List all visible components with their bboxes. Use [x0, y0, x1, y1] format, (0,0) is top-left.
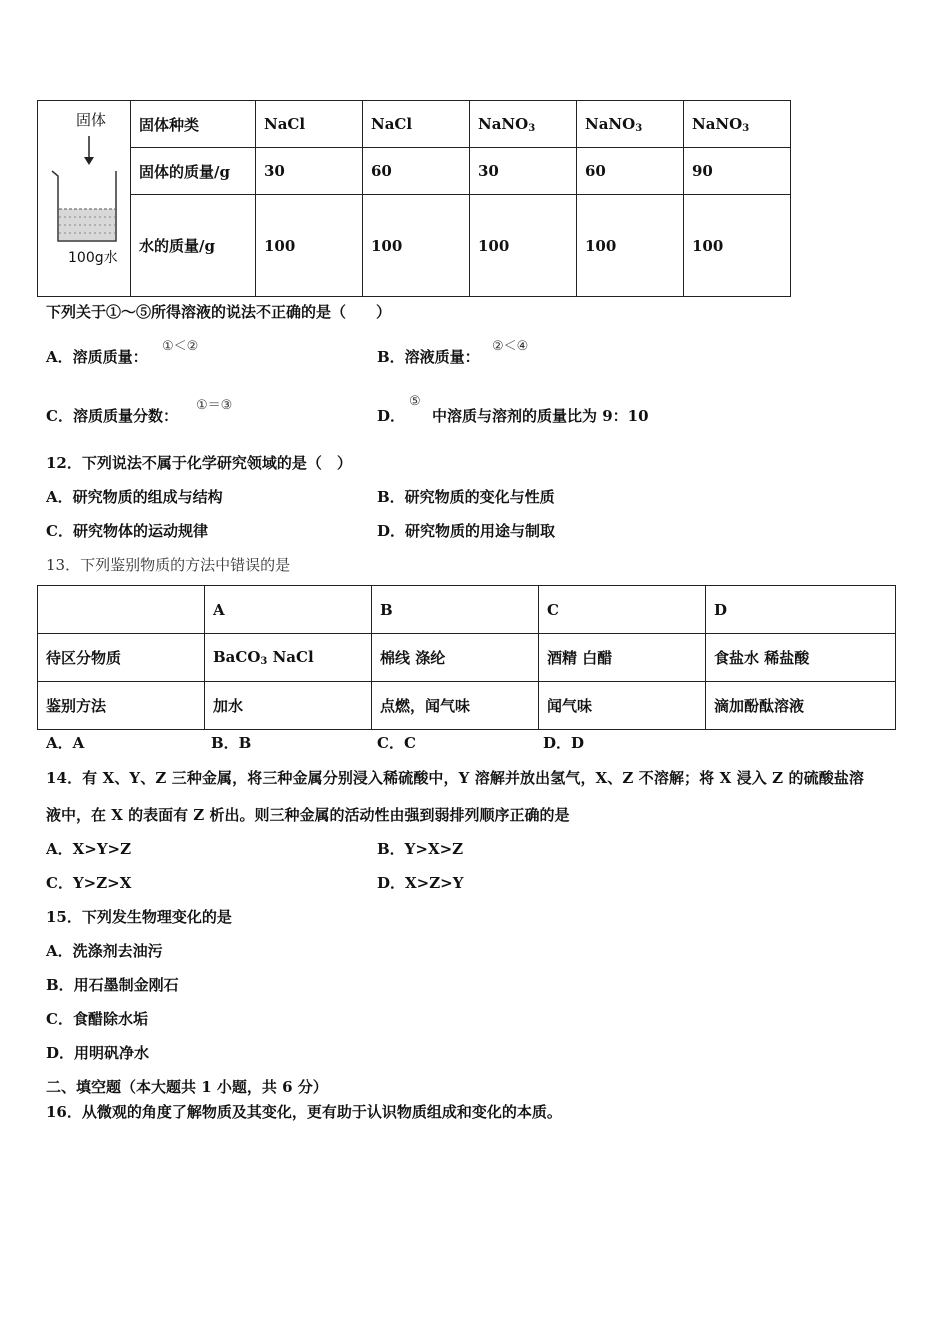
q11-option-d: D． — [377, 407, 406, 425]
water-cell: 100 — [684, 195, 791, 297]
q13-cell: 酒精 白醋 — [539, 634, 706, 682]
q13-header-cell: D — [706, 586, 896, 634]
q14-stem-line2: 液中，在 X 的表面有 Z 析出。则三种金属的活动性由强到弱排列顺序正确的是 — [46, 806, 570, 824]
q13-header-cell: A — [205, 586, 372, 634]
q13-option-a: A．A — [46, 734, 85, 752]
row-label-type: 固体种类 — [131, 101, 256, 148]
q13-cell: 食盐水 稀盐酸 — [706, 634, 896, 682]
beaker-top-label: 固体 — [76, 111, 107, 129]
q11-option-b-relation: ②＜④ — [492, 339, 529, 354]
q13-option-b: B．B — [211, 734, 252, 752]
q11-option-d-index: ⑤ — [409, 394, 421, 409]
q11-option-a: A．溶质质量： — [46, 348, 148, 366]
beaker-bottom-label: 100g水 — [68, 250, 118, 266]
water-cell: 100 — [577, 195, 684, 297]
q12-option-b: B．研究物质的变化与性质 — [377, 488, 555, 506]
q11-stem: 下列关于①～⑤所得溶液的说法不正确的是（ ） — [46, 303, 392, 321]
q13-cell: BaCO$_3$ NaCl — [205, 634, 372, 682]
q12-option-d: D．研究物质的用途与制取 — [377, 522, 556, 540]
q15-option-b: B．用石墨制金刚石 — [46, 976, 179, 994]
q13-stem: 13．下列鉴别物质的方法中错误的是 — [46, 556, 291, 574]
row-label-water: 水的质量/g — [131, 195, 256, 297]
q11-option-c-relation: ①＝③ — [196, 398, 233, 413]
q12-stem: 12．下列说法不属于化学研究领域的是（ ） — [46, 454, 352, 472]
q14-option-a: A．X>Y>Z — [46, 840, 132, 858]
q15-option-d: D．用明矾净水 — [46, 1044, 150, 1062]
type-cell: NaCl — [256, 101, 363, 148]
type-cell: NaNO$_3$ — [684, 101, 791, 148]
mass-cell: 30 — [256, 148, 363, 195]
q11-option-a-relation: ①＜② — [162, 339, 199, 354]
mass-cell: 60 — [363, 148, 470, 195]
type-cell: NaNO$_3$ — [577, 101, 684, 148]
mass-cell: 60 — [577, 148, 684, 195]
mass-cell: 30 — [470, 148, 577, 195]
q13-header-cell — [38, 586, 205, 634]
water-cell: 100 — [256, 195, 363, 297]
q11-option-d-rest: 中溶质与溶剂的质量比为 9：10 — [432, 407, 649, 425]
water-cell: 100 — [363, 195, 470, 297]
q13-cell: 滴加酚酞溶液 — [706, 682, 896, 730]
q13-cell: 棉线 涤纶 — [372, 634, 539, 682]
q14-option-d: D．X>Z>Y — [377, 874, 464, 892]
q15-option-a: A．洗涤剂去油污 — [46, 942, 163, 960]
water-cell: 100 — [470, 195, 577, 297]
q12-option-c: C．研究物体的运动规律 — [46, 522, 208, 540]
q13-row-label: 鉴别方法 — [38, 682, 205, 730]
q15-stem: 15．下列发生物理变化的是 — [46, 908, 232, 926]
q13-option-c: C．C — [377, 734, 416, 752]
q13-option-d: D．D — [543, 734, 585, 752]
q12-option-a: A．研究物质的组成与结构 — [46, 488, 223, 506]
q14-stem-line1: 14．有 X、Y、Z 三种金属，将三种金属分别浸入稀硫酸中，Y 溶解并放出氢气，X、Z 不溶解；将 X 浸入 Z 的硫酸盐溶 — [46, 769, 865, 787]
q13-cell: 点燃，闻气味 — [372, 682, 539, 730]
q13-header-cell: B — [372, 586, 539, 634]
q15-option-c: C．食醋除水垢 — [46, 1010, 148, 1028]
q14-option-c: C．Y>Z>X — [46, 874, 132, 892]
q13-table — [37, 585, 896, 730]
q14-option-b: B．Y>X>Z — [377, 840, 464, 858]
q11-option-c: C．溶质质量分数： — [46, 407, 178, 425]
mass-cell: 90 — [684, 148, 791, 195]
q13-cell: 闻气味 — [539, 682, 706, 730]
solubility-table — [37, 100, 791, 297]
type-cell: NaNO$_3$ — [470, 101, 577, 148]
beaker-cell — [38, 101, 131, 297]
q13-row-label: 待区分物质 — [38, 634, 205, 682]
type-cell: NaCl — [363, 101, 470, 148]
row-label-mass: 固体的质量/g — [131, 148, 256, 195]
section-2-heading: 二、填空题（本大题共 1 小题，共 6 分） — [46, 1078, 328, 1096]
q11-option-b: B．溶液质量： — [377, 348, 480, 366]
q13-cell: 加水 — [205, 682, 372, 730]
q16-stem: 16．从微观的角度了解物质及其变化，更有助于认识物质组成和变化的本质。 — [46, 1103, 562, 1121]
q13-header-cell: C — [539, 586, 706, 634]
